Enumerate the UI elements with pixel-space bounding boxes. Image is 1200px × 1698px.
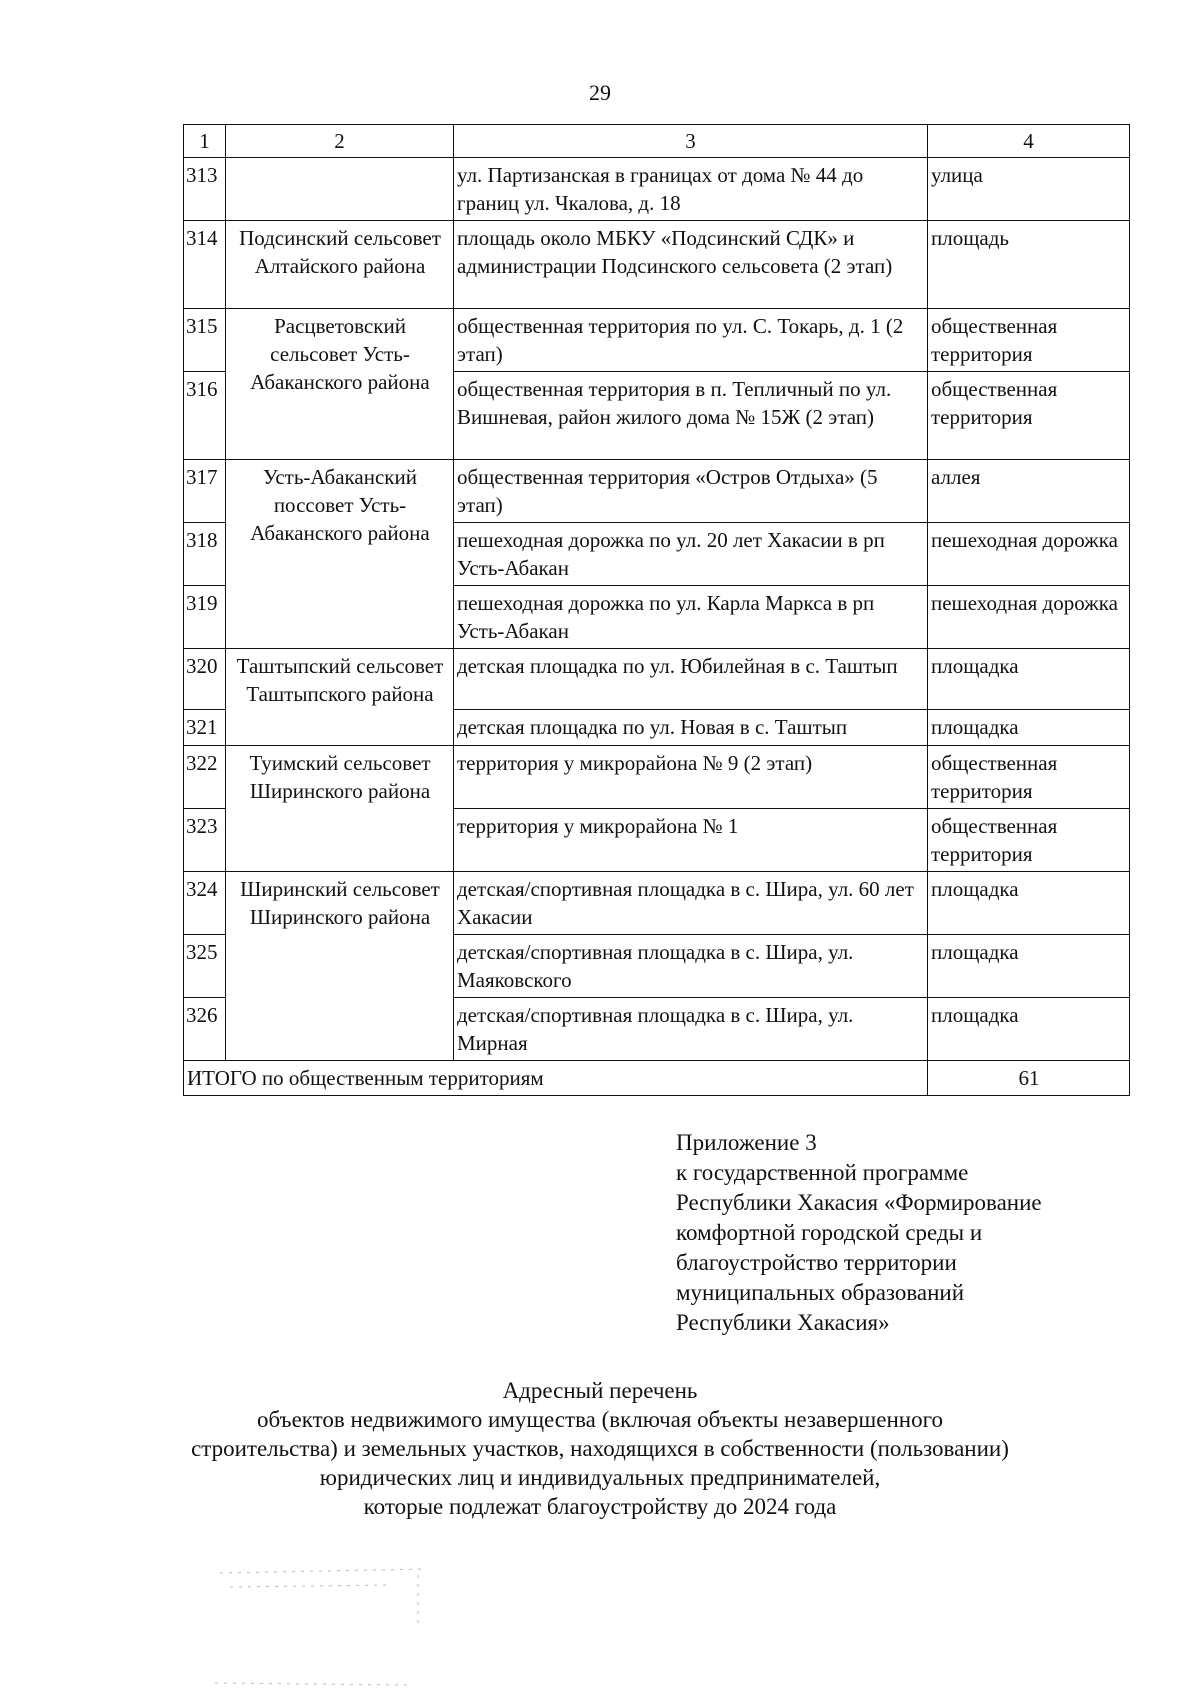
municipality-cell: Расцветовский сельсовет Усть-Абаканского района xyxy=(226,309,454,460)
object-cell: детская/спортивная площадка в с. Шира, ул. Мирная xyxy=(454,998,928,1061)
appendix-line: к государственной программе xyxy=(676,1160,969,1185)
appendix-line: Республики Хакасия» xyxy=(676,1310,890,1335)
type-cell: общественная территория xyxy=(928,309,1130,372)
header-cell: 4 xyxy=(928,125,1130,158)
header-cell: 2 xyxy=(226,125,454,158)
table-header-row xyxy=(184,125,1130,158)
row-number: 314 xyxy=(184,221,226,309)
row-number: 318 xyxy=(184,523,226,586)
type-cell: общественная территория xyxy=(928,809,1130,872)
scan-artifact xyxy=(210,1565,430,1695)
object-cell: общественная территория «Остров Отдыха» (5 этап) xyxy=(454,460,928,523)
type-cell: общественная территория xyxy=(928,746,1130,809)
address-list-line: которые подлежат благоустройству до 2024 года xyxy=(363,1494,837,1519)
row-number: 326 xyxy=(184,998,226,1061)
type-cell: аллея xyxy=(928,460,1130,523)
row-number: 317 xyxy=(184,460,226,523)
row-number: 320 xyxy=(184,649,226,710)
type-cell: площадка xyxy=(928,710,1130,746)
type-cell: площадь xyxy=(928,221,1130,309)
type-cell: площадка xyxy=(928,998,1130,1061)
municipality-cell: Усть-Абаканский поссовет Усть-Абаканского района xyxy=(226,460,454,649)
appendix-line: Республики Хакасия «Формирование xyxy=(676,1190,1042,1215)
table-row xyxy=(184,746,1130,809)
total-label: ИТОГО по общественным территориям xyxy=(184,1061,928,1096)
row-number: 316 xyxy=(184,372,226,460)
type-cell: пешеходная дорожка xyxy=(928,586,1130,649)
municipality-cell: Подсинский сельсовет Алтайского района xyxy=(226,221,454,309)
object-cell: территория у микрорайона № 9 (2 этап) xyxy=(454,746,928,809)
object-cell: территория у микрорайона № 1 xyxy=(454,809,928,872)
total-row xyxy=(184,1061,1130,1096)
address-list-title xyxy=(0,1376,1200,1521)
type-cell: площадка xyxy=(928,872,1130,935)
row-number: 324 xyxy=(184,872,226,935)
header-cell: 3 xyxy=(454,125,928,158)
object-cell: площадь около МБКУ «Подсинский СДК» и администрации Подсинского сельсовета (2 этап) xyxy=(454,221,928,309)
appendix-line: Приложение 3 xyxy=(676,1130,817,1155)
municipality-cell: Таштыпский сельсовет Таштыпского района xyxy=(226,649,454,746)
object-cell: ул. Партизанская в границах от дома № 44 до границ ул. Чкалова, д. 18 xyxy=(454,158,928,221)
address-list-line: юридических лиц и индивидуальных предпринимателей, xyxy=(319,1465,881,1490)
object-cell: пешеходная дорожка по ул. 20 лет Хакасии в рп Усть-Абакан xyxy=(454,523,928,586)
type-cell: площадка xyxy=(928,935,1130,998)
municipality-cell: Ширинский сельсовет Ширинского района xyxy=(226,872,454,1061)
table-row xyxy=(184,872,1130,935)
appendix-line: муниципальных образований xyxy=(676,1280,965,1305)
object-cell: детская/спортивная площадка в с. Шира, ул. 60 лет Хакасии xyxy=(454,872,928,935)
appendix-line: благоустройство территории xyxy=(676,1250,957,1275)
table-row xyxy=(184,309,1130,372)
row-number: 319 xyxy=(184,586,226,649)
object-cell: пешеходная дорожка по ул. Карла Маркса в рп Усть-Абакан xyxy=(454,586,928,649)
header-cell: 1 xyxy=(184,125,226,158)
row-number: 325 xyxy=(184,935,226,998)
appendix-line: комфортной городской среды и xyxy=(676,1220,983,1245)
page-number: 29 xyxy=(589,80,611,105)
municipality-cell xyxy=(226,158,454,221)
row-number: 315 xyxy=(184,309,226,372)
table-row xyxy=(184,158,1130,221)
address-list-line: объектов недвижимого имущества (включая объекты незавершенного xyxy=(257,1407,943,1432)
row-number: 321 xyxy=(184,710,226,746)
type-cell: площадка xyxy=(928,649,1130,710)
address-list-line: строительства) и земельных участков, находящихся в собственности (пользовании) xyxy=(191,1436,1009,1461)
address-list-heading: Адресный перечень xyxy=(502,1378,698,1403)
type-cell: пешеходная дорожка xyxy=(928,523,1130,586)
type-cell: общественная территория xyxy=(928,372,1130,460)
row-number: 313 xyxy=(184,158,226,221)
table-row xyxy=(184,460,1130,523)
table-row xyxy=(184,649,1130,710)
objects-table xyxy=(183,124,1130,1096)
object-cell: детская/спортивная площадка в с. Шира, ул. Маяковского xyxy=(454,935,928,998)
object-cell: детская площадка по ул. Новая в с. Таштып xyxy=(454,710,928,746)
row-number: 322 xyxy=(184,746,226,809)
type-cell: улица xyxy=(928,158,1130,221)
object-cell: общественная территория в п. Тепличный по ул. Вишневая, район жилого дома № 15Ж (2 этап) xyxy=(454,372,928,460)
table-row xyxy=(184,221,1130,309)
municipality-cell: Туимский сельсовет Ширинского района xyxy=(226,746,454,872)
total-value: 61 xyxy=(928,1061,1130,1096)
object-cell: общественная территория по ул. С. Токарь, д. 1 (2 этап) xyxy=(454,309,928,372)
object-cell: детская площадка по ул. Юбилейная в с. Таштып xyxy=(454,649,928,710)
appendix-note xyxy=(676,1128,1042,1338)
row-number: 323 xyxy=(184,809,226,872)
